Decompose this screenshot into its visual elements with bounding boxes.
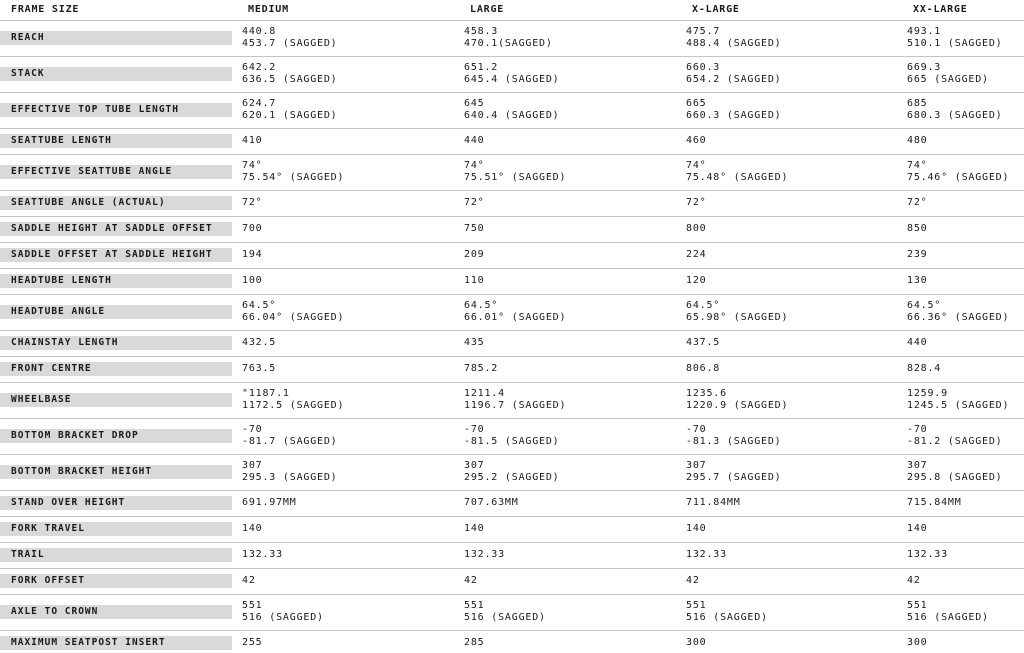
value: 132.33 xyxy=(242,549,283,560)
value-sagged: 66.36° (SAGGED) xyxy=(907,312,1010,323)
value: -70 xyxy=(686,424,707,435)
row-label: STACK xyxy=(0,67,232,81)
header-size-x-large: X-LARGE xyxy=(681,0,902,20)
table-row xyxy=(0,92,1024,128)
row-label-cell xyxy=(0,418,237,454)
value-cell xyxy=(459,490,681,516)
table-header xyxy=(0,0,1024,20)
value: 493.1 xyxy=(907,26,942,37)
row-label-cell xyxy=(0,294,237,330)
value-cell xyxy=(681,190,902,216)
value-sagged: 510.1 (SAGGED) xyxy=(907,38,1003,49)
value-cell xyxy=(681,154,902,190)
value-cell xyxy=(681,516,902,542)
value-sagged: 516 (SAGGED) xyxy=(686,612,768,623)
value-cell xyxy=(237,356,459,382)
value-cell xyxy=(237,490,459,516)
value-cell xyxy=(237,268,459,294)
value: 435 xyxy=(464,337,485,348)
value-cell xyxy=(459,56,681,92)
value-sagged: 645.4 (SAGGED) xyxy=(464,74,560,85)
value: 130 xyxy=(907,275,928,286)
table-row xyxy=(0,128,1024,154)
value-sagged: 75.48° (SAGGED) xyxy=(686,172,789,183)
value-cell xyxy=(681,382,902,418)
table-row xyxy=(0,490,1024,516)
row-label-cell xyxy=(0,516,237,542)
value-sagged: 75.46° (SAGGED) xyxy=(907,172,1010,183)
row-label: HEADTUBE ANGLE xyxy=(0,305,232,319)
row-label: FRONT CENTRE xyxy=(0,362,232,376)
value: "1187.1 xyxy=(242,388,290,399)
header-size-xx-large: XX-LARGE xyxy=(902,0,1024,20)
value: 42 xyxy=(907,575,921,586)
table-row xyxy=(0,190,1024,216)
value: 110 xyxy=(464,275,485,286)
value: 669.3 xyxy=(907,62,942,73)
value-cell xyxy=(237,20,459,56)
value-sagged: 66.04° (SAGGED) xyxy=(242,312,345,323)
value: 140 xyxy=(464,523,485,534)
value-cell xyxy=(237,190,459,216)
value-cell xyxy=(237,516,459,542)
value: 132.33 xyxy=(686,549,727,560)
value: 800 xyxy=(686,223,707,234)
row-label-cell xyxy=(0,20,237,56)
row-label: EFFECTIVE TOP TUBE LENGTH xyxy=(0,103,232,117)
value: 140 xyxy=(686,523,707,534)
value-sagged: 516 (SAGGED) xyxy=(242,612,324,623)
value: 64.5° xyxy=(686,300,721,311)
value-cell xyxy=(459,516,681,542)
value: 307 xyxy=(907,460,928,471)
value-cell xyxy=(902,356,1024,382)
table-row xyxy=(0,516,1024,542)
value-cell xyxy=(237,382,459,418)
row-label-cell xyxy=(0,454,237,490)
header-size-medium: MEDIUM xyxy=(237,0,459,20)
value: 763.5 xyxy=(242,363,277,374)
row-label-cell xyxy=(0,216,237,242)
value-cell xyxy=(681,542,902,568)
value-cell xyxy=(902,542,1024,568)
value-sagged: 516 (SAGGED) xyxy=(907,612,989,623)
value-cell xyxy=(902,330,1024,356)
value: 42 xyxy=(464,575,478,586)
value-cell xyxy=(237,242,459,268)
value-sagged: 654.2 (SAGGED) xyxy=(686,74,782,85)
value: 440.8 xyxy=(242,26,277,37)
value-sagged: -81.2 (SAGGED) xyxy=(907,436,1003,447)
value: 72° xyxy=(907,197,928,208)
row-label: SADDLE HEIGHT AT SADDLE OFFSET xyxy=(0,222,232,236)
table-row xyxy=(0,418,1024,454)
row-label-cell xyxy=(0,56,237,92)
value: 711.84MM xyxy=(686,497,741,508)
value-cell xyxy=(681,418,902,454)
value: 707.63MM xyxy=(464,497,519,508)
value-sagged: 1220.9 (SAGGED) xyxy=(686,400,789,411)
value-cell xyxy=(681,56,902,92)
value-cell xyxy=(237,542,459,568)
value: 1235.6 xyxy=(686,388,727,399)
value-cell xyxy=(902,418,1024,454)
value: 100 xyxy=(242,275,263,286)
value: 437.5 xyxy=(686,337,721,348)
value-cell xyxy=(237,418,459,454)
value-cell xyxy=(681,454,902,490)
value-cell xyxy=(902,20,1024,56)
value-cell xyxy=(459,356,681,382)
value-cell xyxy=(902,56,1024,92)
value: 300 xyxy=(907,637,928,648)
value: 140 xyxy=(242,523,263,534)
table-row xyxy=(0,56,1024,92)
value: 140 xyxy=(907,523,928,534)
value: 307 xyxy=(686,460,707,471)
value: 828.4 xyxy=(907,363,942,374)
value-cell xyxy=(237,568,459,594)
row-label-cell xyxy=(0,356,237,382)
row-label: FORK TRAVEL xyxy=(0,522,232,536)
value-cell xyxy=(237,56,459,92)
value: 458.3 xyxy=(464,26,499,37)
table-row xyxy=(0,454,1024,490)
value: 432.5 xyxy=(242,337,277,348)
row-label-cell xyxy=(0,542,237,568)
value-cell xyxy=(902,242,1024,268)
value: 665 xyxy=(686,98,707,109)
value: 64.5° xyxy=(907,300,942,311)
row-label: BOTTOM BRACKET HEIGHT xyxy=(0,465,232,479)
value: 42 xyxy=(686,575,700,586)
value-sagged: 66.01° (SAGGED) xyxy=(464,312,567,323)
row-label: REACH xyxy=(0,31,232,45)
value-cell xyxy=(681,568,902,594)
value-sagged: 75.51° (SAGGED) xyxy=(464,172,567,183)
row-label-cell xyxy=(0,154,237,190)
value-cell xyxy=(459,268,681,294)
value-cell xyxy=(459,330,681,356)
value: 750 xyxy=(464,223,485,234)
value-cell xyxy=(681,594,902,630)
value: 660.3 xyxy=(686,62,721,73)
value: -70 xyxy=(907,424,928,435)
row-label: EFFECTIVE SEATTUBE ANGLE xyxy=(0,165,232,179)
value-sagged: 488.4 (SAGGED) xyxy=(686,38,782,49)
value: 74° xyxy=(242,160,263,171)
value-cell xyxy=(459,92,681,128)
row-label: WHEELBASE xyxy=(0,393,232,407)
value-cell xyxy=(681,242,902,268)
table-body xyxy=(0,20,1024,653)
value-cell xyxy=(681,490,902,516)
table-row xyxy=(0,330,1024,356)
value: 64.5° xyxy=(464,300,499,311)
value-cell xyxy=(902,630,1024,653)
value: 850 xyxy=(907,223,928,234)
value-sagged: 470.1(SAGGED) xyxy=(464,38,553,49)
value: 685 xyxy=(907,98,928,109)
value-sagged: 75.54° (SAGGED) xyxy=(242,172,345,183)
value-cell xyxy=(459,542,681,568)
value-cell xyxy=(902,382,1024,418)
value: -70 xyxy=(242,424,263,435)
value-sagged: 516 (SAGGED) xyxy=(464,612,546,623)
row-label: STAND OVER HEIGHT xyxy=(0,496,232,510)
value-cell xyxy=(681,294,902,330)
value: 307 xyxy=(242,460,263,471)
value-cell xyxy=(237,330,459,356)
value-sagged: 636.5 (SAGGED) xyxy=(242,74,338,85)
value: 700 xyxy=(242,223,263,234)
row-label-cell xyxy=(0,128,237,154)
row-label: TRAIL xyxy=(0,548,232,562)
table-row xyxy=(0,242,1024,268)
value-cell xyxy=(459,630,681,653)
value-cell xyxy=(237,216,459,242)
row-label-cell xyxy=(0,568,237,594)
value: 74° xyxy=(686,160,707,171)
row-label-cell xyxy=(0,242,237,268)
value: 785.2 xyxy=(464,363,499,374)
value-sagged: 295.3 (SAGGED) xyxy=(242,472,338,483)
value: 551 xyxy=(907,600,928,611)
header-size-large: LARGE xyxy=(459,0,681,20)
value-sagged: 620.1 (SAGGED) xyxy=(242,110,338,121)
value-cell xyxy=(237,154,459,190)
value-cell xyxy=(902,516,1024,542)
value-sagged: 680.3 (SAGGED) xyxy=(907,110,1003,121)
row-label: HEADTUBE LENGTH xyxy=(0,274,232,288)
table-row xyxy=(0,356,1024,382)
value-cell xyxy=(681,356,902,382)
value-cell xyxy=(237,128,459,154)
value-cell xyxy=(902,92,1024,128)
value-sagged: 665 (SAGGED) xyxy=(907,74,989,85)
table-row xyxy=(0,630,1024,653)
value-cell xyxy=(681,268,902,294)
value-cell xyxy=(902,568,1024,594)
row-label-cell xyxy=(0,190,237,216)
table-row xyxy=(0,216,1024,242)
value: 72° xyxy=(242,197,263,208)
value-sagged: 660.3 (SAGGED) xyxy=(686,110,782,121)
value-sagged: 1245.5 (SAGGED) xyxy=(907,400,1010,411)
value-cell xyxy=(681,92,902,128)
table-row xyxy=(0,542,1024,568)
value-cell xyxy=(902,594,1024,630)
row-label-cell xyxy=(0,330,237,356)
value: 691.97MM xyxy=(242,497,297,508)
value: 72° xyxy=(464,197,485,208)
value-cell xyxy=(681,330,902,356)
row-label-cell xyxy=(0,630,237,653)
row-label-cell xyxy=(0,92,237,128)
value-sagged: 65.98° (SAGGED) xyxy=(686,312,789,323)
header-frame-size: FRAME SIZE xyxy=(0,0,237,20)
value-cell xyxy=(902,268,1024,294)
row-label: SEATTUBE ANGLE (ACTUAL) xyxy=(0,196,232,210)
value-cell xyxy=(459,154,681,190)
value-sagged: 453.7 (SAGGED) xyxy=(242,38,338,49)
value: 300 xyxy=(686,637,707,648)
value-cell xyxy=(902,216,1024,242)
row-label: FORK OFFSET xyxy=(0,574,232,588)
value-sagged: -81.5 (SAGGED) xyxy=(464,436,560,447)
value: 806.8 xyxy=(686,363,721,374)
row-label: SEATTUBE LENGTH xyxy=(0,134,232,148)
value: 440 xyxy=(464,135,485,146)
value-cell xyxy=(237,454,459,490)
value-cell xyxy=(237,294,459,330)
value: 72° xyxy=(686,197,707,208)
row-label: CHAINSTAY LENGTH xyxy=(0,336,232,350)
value-cell xyxy=(902,154,1024,190)
value-cell xyxy=(459,382,681,418)
value-cell xyxy=(459,568,681,594)
value: 460 xyxy=(686,135,707,146)
value-cell xyxy=(237,630,459,653)
value: 715.84MM xyxy=(907,497,962,508)
value: 224 xyxy=(686,249,707,260)
value: 209 xyxy=(464,249,485,260)
value-cell xyxy=(902,454,1024,490)
value: -70 xyxy=(464,424,485,435)
value-cell xyxy=(459,190,681,216)
value-sagged: 295.2 (SAGGED) xyxy=(464,472,560,483)
row-label: SADDLE OFFSET AT SADDLE HEIGHT xyxy=(0,248,232,262)
value-cell xyxy=(459,242,681,268)
value: 642.2 xyxy=(242,62,277,73)
value: 194 xyxy=(242,249,263,260)
table-row xyxy=(0,268,1024,294)
value: 1259.9 xyxy=(907,388,948,399)
value-sagged: 295.7 (SAGGED) xyxy=(686,472,782,483)
value-cell xyxy=(902,490,1024,516)
table-row xyxy=(0,154,1024,190)
value-cell xyxy=(459,216,681,242)
value: 645 xyxy=(464,98,485,109)
value-sagged: 295.8 (SAGGED) xyxy=(907,472,1003,483)
value: 1211.4 xyxy=(464,388,505,399)
row-label: BOTTOM BRACKET DROP xyxy=(0,429,232,443)
value-cell xyxy=(237,92,459,128)
value-sagged: 1172.5 (SAGGED) xyxy=(242,400,345,411)
value: 132.33 xyxy=(464,549,505,560)
row-label: AXLE TO CROWN xyxy=(0,605,232,619)
table-row xyxy=(0,594,1024,630)
value: 624.7 xyxy=(242,98,277,109)
header-row xyxy=(0,0,1024,20)
value: 74° xyxy=(907,160,928,171)
value-cell xyxy=(902,128,1024,154)
value-sagged: 640.4 (SAGGED) xyxy=(464,110,560,121)
value: 74° xyxy=(464,160,485,171)
value: 551 xyxy=(464,600,485,611)
value-cell xyxy=(902,190,1024,216)
value-cell xyxy=(459,594,681,630)
table-row xyxy=(0,568,1024,594)
value: 285 xyxy=(464,637,485,648)
value-sagged: -81.3 (SAGGED) xyxy=(686,436,782,447)
table-row xyxy=(0,294,1024,330)
value-sagged: -81.7 (SAGGED) xyxy=(242,436,338,447)
value-cell xyxy=(459,418,681,454)
value: 307 xyxy=(464,460,485,471)
value: 255 xyxy=(242,637,263,648)
value-cell xyxy=(681,128,902,154)
value-cell xyxy=(681,20,902,56)
value: 120 xyxy=(686,275,707,286)
value-sagged: 1196.7 (SAGGED) xyxy=(464,400,567,411)
value: 651.2 xyxy=(464,62,499,73)
value: 480 xyxy=(907,135,928,146)
value-cell xyxy=(459,454,681,490)
row-label: MAXIMUM SEATPOST INSERT xyxy=(0,636,232,650)
value: 42 xyxy=(242,575,256,586)
row-label-cell xyxy=(0,594,237,630)
value-cell xyxy=(681,216,902,242)
value: 551 xyxy=(686,600,707,611)
value-cell xyxy=(459,20,681,56)
value-cell xyxy=(681,630,902,653)
value-cell xyxy=(459,128,681,154)
value-cell xyxy=(459,294,681,330)
value: 440 xyxy=(907,337,928,348)
row-label-cell xyxy=(0,382,237,418)
value: 475.7 xyxy=(686,26,721,37)
value-cell xyxy=(237,594,459,630)
table-row xyxy=(0,382,1024,418)
value-cell xyxy=(902,294,1024,330)
row-label-cell xyxy=(0,490,237,516)
value: 64.5° xyxy=(242,300,277,311)
value: 132.33 xyxy=(907,549,948,560)
row-label-cell xyxy=(0,268,237,294)
value: 239 xyxy=(907,249,928,260)
value: 551 xyxy=(242,600,263,611)
table-row xyxy=(0,20,1024,56)
value: 410 xyxy=(242,135,263,146)
